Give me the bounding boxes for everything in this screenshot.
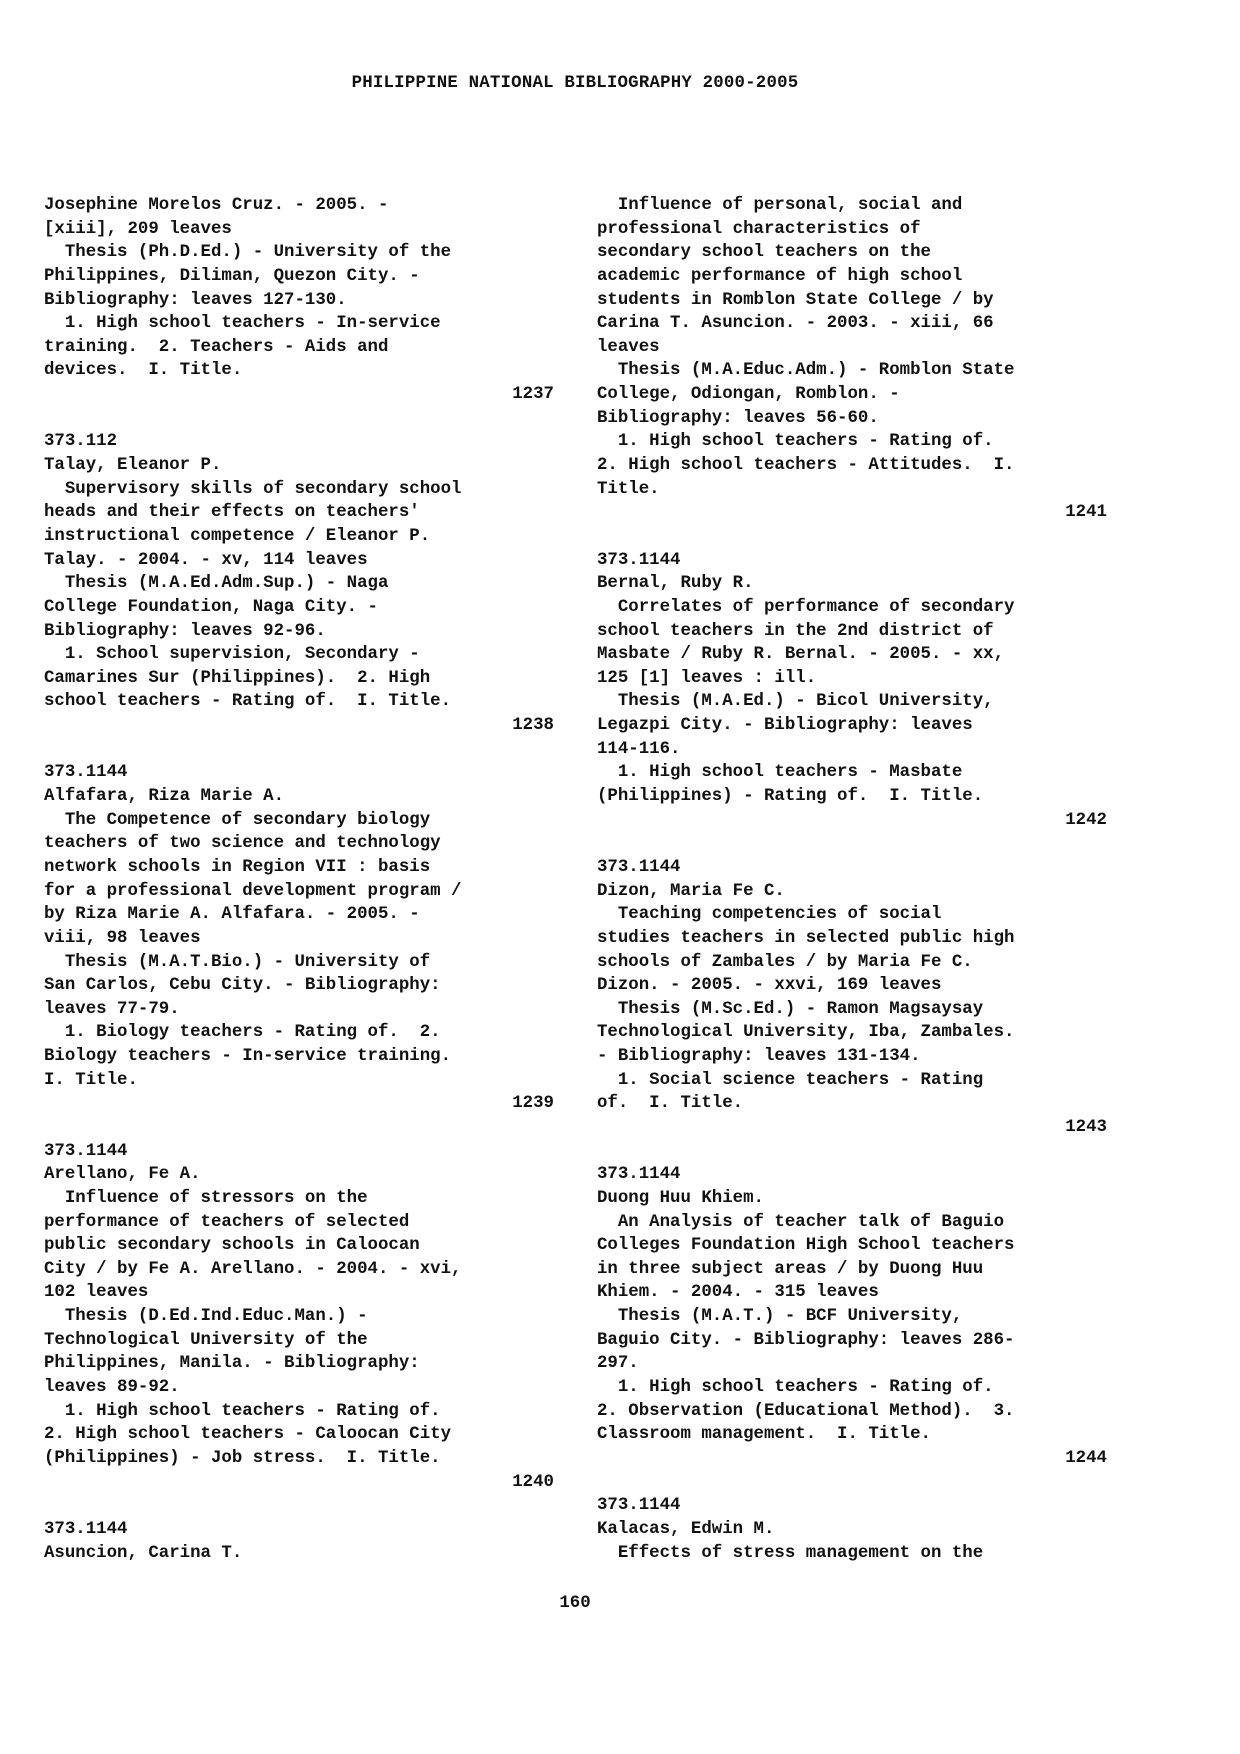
entry-line: 1. High school teachers - In-service [44, 314, 441, 334]
entry-line: Technological University, Iba, Zambales. [597, 1023, 1015, 1043]
bibliography-entry [597, 1494, 1107, 1565]
entry-line: Biology teachers - In-service training. [44, 1047, 452, 1067]
entry-line: Talay, Eleanor P. [44, 456, 222, 476]
entry-line: Classroom management. I. Title. [597, 1425, 931, 1445]
entry-line: Thesis (M.A.Ed.) - Bicol University, [597, 692, 994, 712]
entry-line: of. I. Title. [597, 1094, 744, 1114]
entry-line: (Philippines) - Job stress. I. Title. [44, 1448, 441, 1468]
entry-line: Duong Huu Khiem. [597, 1188, 764, 1208]
left-column [44, 194, 554, 1565]
entry-line: devices. I. Title. [44, 361, 243, 381]
entry-line: College Foundation, Naga City. - [44, 597, 378, 617]
entry-line: Influence of personal, social and [597, 196, 963, 215]
entry-line: Philippines, Manila. - Bibliography: [44, 1354, 420, 1374]
entry-line: Teaching competencies of social [597, 905, 942, 925]
entry-line: Camarines Sur (Philippines). 2. High [44, 668, 431, 688]
entry-line: 1. High school teachers - Rating of. [597, 432, 994, 452]
entry-line: Thesis (Ph.D.Ed.) - University of the [44, 243, 452, 263]
entry-line: 1. Biology teachers - Rating of. 2. [44, 1023, 441, 1043]
entry-line: 1. School supervision, Secondary - [44, 645, 420, 665]
entry-line: City / by Fe A. Arellano. - 2004. - xvi, [44, 1259, 462, 1279]
entry-line: 373.1144 [597, 857, 681, 877]
bibliography-entry [597, 856, 1107, 1163]
bibliography-entry [44, 430, 554, 761]
entry-line: 1. Social science teachers - Rating [597, 1070, 984, 1090]
entry-line: Colleges Foundation High School teachers [597, 1236, 1015, 1256]
entry-line: 373.1144 [44, 1519, 128, 1539]
entry-line: schools of Zambales / by Maria Fe C. [597, 952, 973, 972]
entry-line: (Philippines) - Rating of. I. Title. [597, 787, 984, 807]
bibliography-entry [44, 761, 554, 1139]
bibliography-entry [44, 194, 554, 430]
entry-line: An Analysis of teacher talk of Baguio [597, 1212, 1005, 1232]
entry-line: 2. High school teachers - Attitudes. I. [597, 456, 1015, 476]
entry-line: teachers of two science and technology [44, 834, 441, 854]
entry-line: Bibliography: leaves 127-130. [44, 290, 347, 310]
entry-line: training. 2. Teachers - Aids and [44, 337, 389, 357]
entry-line: Dizon. - 2005. - xxvi, 169 leaves [597, 976, 942, 996]
entry-number: 1243 [1065, 1117, 1107, 1137]
entry-number: 1240 [512, 1472, 554, 1492]
entry-line: Thesis (D.Ed.Ind.Educ.Man.) - [44, 1307, 368, 1327]
entry-line: Bernal, Ruby R. [597, 574, 754, 594]
entry-line: performance of teachers of selected [44, 1212, 410, 1232]
entry-line: secondary school teachers on the [597, 243, 931, 263]
entry-line: heads and their effects on teachers' [44, 503, 420, 523]
entry-line: 373.1144 [44, 1141, 128, 1161]
entry-line: 373.1144 [597, 1165, 681, 1185]
entry-line: Thesis (M.A.T.Bio.) - University of [44, 952, 431, 972]
entry-number: 1241 [1065, 503, 1107, 523]
entry-line: Correlates of performance of secondary [597, 597, 1015, 617]
entry-line: San Carlos, Cebu City. - Bibliography: [44, 976, 441, 996]
bibliography-entry [597, 194, 1107, 549]
entry-line: The Competence of secondary biology [44, 810, 431, 830]
entry-line: leaves [597, 337, 660, 357]
bibliography-entry [44, 1518, 554, 1565]
right-column [597, 194, 1107, 1565]
entry-line: Carina T. Asuncion. - 2003. - xiii, 66 [597, 314, 994, 334]
entry-line: academic performance of high school [597, 266, 963, 286]
entry-line: Title. [597, 479, 660, 499]
entry-line: 125 [1] leaves : ill. [597, 668, 817, 688]
entry-line: Philippines, Diliman, Quezon City. - [44, 266, 420, 286]
page-header-title: PHILIPPINE NATIONAL BIBLIOGRAPHY 2000-2005 [351, 74, 799, 93]
bibliography-entry [597, 1163, 1107, 1494]
entry-line: 1. High school teachers - Masbate [597, 763, 963, 783]
entry-line: Talay. - 2004. - xv, 114 leaves [44, 550, 368, 570]
entry-spacer [597, 832, 1107, 856]
entry-line: by Riza Marie A. Alfafara. - 2005. - [44, 905, 420, 925]
entry-line: Thesis (M.Sc.Ed.) - Ramon Magsaysay [597, 999, 984, 1019]
entry-line: 373.1144 [44, 763, 128, 783]
entry-spacer [597, 1471, 1107, 1495]
entry-line: Bibliography: leaves 56-60. [597, 408, 879, 428]
entry-line: Influence of stressors on the [44, 1188, 368, 1208]
entry-line: instructional competence / Eleanor P. [44, 526, 431, 546]
entry-line: 373.1144 [597, 550, 681, 570]
entry-number: 1242 [1065, 810, 1107, 830]
entry-line: 1. High school teachers - Rating of. [597, 1378, 994, 1398]
entry-number: 1239 [512, 1094, 554, 1114]
entry-line: Technological University of the [44, 1330, 368, 1350]
entry-line: 114-116. [597, 739, 681, 759]
entry-line: network schools in Region VII : basis [44, 857, 431, 877]
entry-line: Legazpi City. - Bibliography: leaves [597, 716, 973, 736]
page-number: 160 [559, 1594, 591, 1613]
entry-line: 297. [597, 1354, 639, 1374]
entry-spacer [597, 1140, 1107, 1164]
entry-line: 2. Observation (Educational Method). 3. [597, 1401, 1015, 1421]
entry-line: public secondary schools in Caloocan [44, 1236, 420, 1256]
bibliography-entry [597, 549, 1107, 856]
entry-line: students in Romblon State College / by [597, 290, 994, 310]
entry-line: [xiii], 209 leaves [44, 219, 232, 239]
entry-number: 1244 [1065, 1448, 1107, 1468]
entry-spacer [44, 1116, 554, 1140]
entry-line: in three subject areas / by Duong Huu [597, 1259, 984, 1279]
entry-line: viii, 98 leaves [44, 928, 201, 948]
entry-spacer [44, 738, 554, 762]
entry-line: 373.112 [44, 432, 118, 452]
entry-line: Masbate / Ruby R. Bernal. - 2005. - xx, [597, 645, 1005, 665]
entry-line: 102 leaves [44, 1283, 149, 1303]
entry-line: College, Odiongan, Romblon. - [597, 385, 900, 405]
entry-line: for a professional development program / [44, 881, 462, 901]
entry-line: Kalacas, Edwin M. [597, 1519, 775, 1539]
entry-line: Baguio City. - Bibliography: leaves 286- [597, 1330, 1015, 1350]
entry-line: - Bibliography: leaves 131-134. [597, 1047, 921, 1067]
entry-line: Arellano, Fe A. [44, 1165, 201, 1185]
entry-line: Supervisory skills of secondary school [44, 479, 462, 499]
entry-line: professional characteristics of [597, 219, 921, 239]
entry-line: 373.1144 [597, 1496, 681, 1516]
entry-line: Thesis (M.A.T.) - BCF University, [597, 1307, 963, 1327]
entry-number: 1237 [512, 385, 554, 405]
entry-line: 2. High school teachers - Caloocan City [44, 1425, 452, 1445]
entry-line: Khiem. - 2004. - 315 leaves [597, 1283, 879, 1303]
entry-line: leaves 77-79. [44, 999, 180, 1019]
entry-line: Thesis (M.A.Ed.Adm.Sup.) - Naga [44, 574, 389, 594]
entry-line: Effects of stress management on the [597, 1543, 984, 1563]
entry-number: 1238 [512, 716, 554, 736]
entry-line: Thesis (M.A.Educ.Adm.) - Romblon State [597, 361, 1015, 381]
entry-line: I. Title. [44, 1070, 138, 1090]
entry-line: Asuncion, Carina T. [44, 1543, 243, 1563]
entry-spacer [597, 525, 1107, 549]
entry-line: Dizon, Maria Fe C. [597, 881, 785, 901]
entry-line: school teachers in the 2nd district of [597, 621, 994, 641]
entry-line: studies teachers in selected public high [597, 928, 1015, 948]
entry-line: Bibliography: leaves 92-96. [44, 621, 326, 641]
entry-line: 1. High school teachers - Rating of. [44, 1401, 441, 1421]
entry-line: Josephine Morelos Cruz. - 2005. - [44, 196, 389, 215]
bibliography-entry [44, 1140, 554, 1518]
entry-spacer [44, 1494, 554, 1518]
entry-line: school teachers - Rating of. I. Title. [44, 692, 452, 712]
entry-spacer [44, 407, 554, 431]
entry-line: leaves 89-92. [44, 1378, 180, 1398]
entry-line: Alfafara, Riza Marie A. [44, 787, 285, 807]
